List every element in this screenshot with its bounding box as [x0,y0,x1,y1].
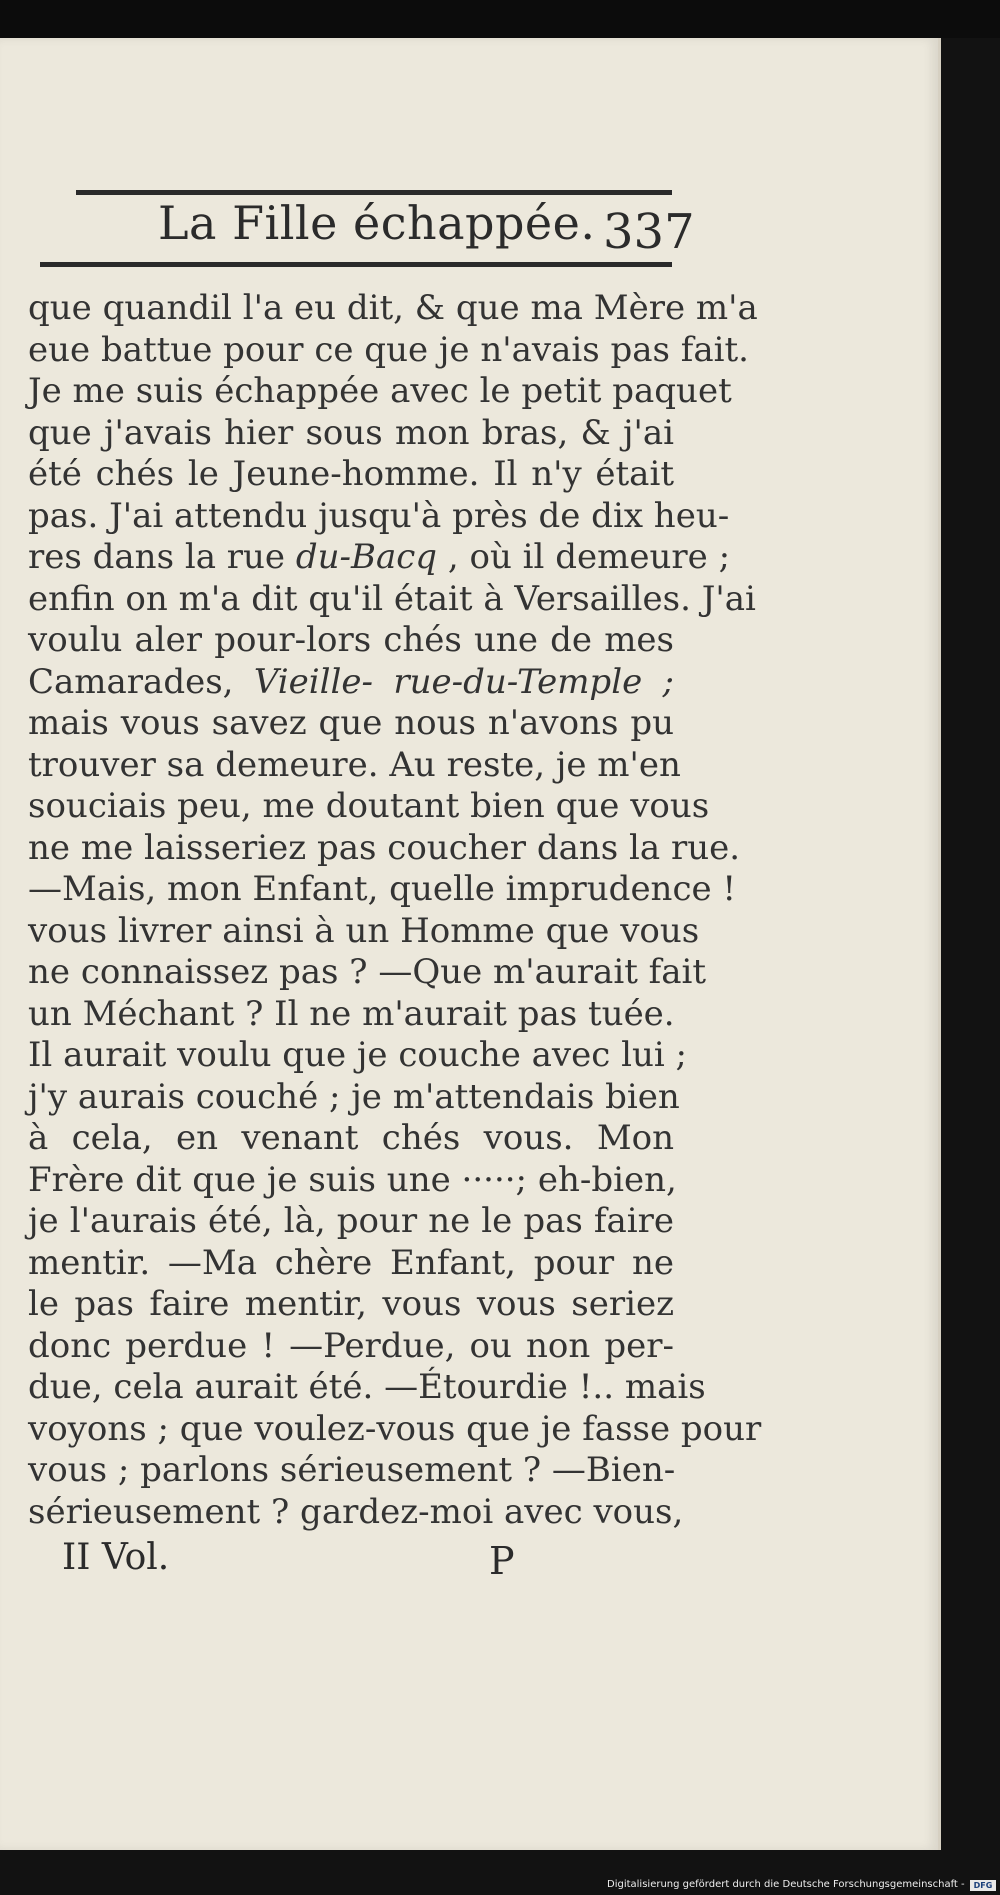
text-line: ne connaissez pas ? —Que m'aurait fait [28,952,707,992]
text-line: vous livrer ainsi à un Homme que vous [28,910,700,951]
text-fragment: , où il demeure ; [447,537,731,577]
text-line: été chés le Jeune-homme. Il n'y était [28,454,674,494]
text-line: due, cela aurait été. —Étourdie !.. mais [28,1367,706,1407]
scan-border [0,0,1000,38]
text-line: Il aurait voulu que je couche avec lui ; [28,1035,687,1075]
text-line: mentir. —Ma chère Enfant, pour ne [28,1242,674,1283]
text-fragment: Camarades, [28,661,234,702]
text-line: je l'aurais été, là, pour ne le pas faire [28,1201,674,1241]
text-line: j'y aurais couché ; je m'attendais bien [28,1076,680,1117]
signature-mark: P [489,1539,515,1583]
text-line: eue battue pour ce que je n'avais pas fait. [28,329,749,370]
text-line: vous ; parlons sérieusement ? —Bien- [28,1450,676,1490]
text-line: voyons ; que voulez-vous que je fasse pour [28,1408,762,1449]
text-line: —Mais, mon Enfant, quelle imprudence ! [28,869,737,909]
text-line: Je me suis échappée avec le petit paquet [28,371,732,411]
text-line: donc perdue ! —Perdue, ou non per- [28,1325,674,1366]
text-line: trouver sa demeure. Au reste, je m'en [28,744,681,785]
text-line [28,537,731,579]
text-line: Frère dit que je suis une ·····; eh-bien, [28,1159,677,1200]
text-line [28,662,674,704]
header-rule-bottom [40,262,672,267]
volume-mark: II Vol. [62,1537,170,1578]
text-line: à cela, en venant chés vous. Mon [28,1118,674,1158]
digitization-note: Digitalisierung gefördert durch die Deutsche Forschungsgemeinschaft - [607,1879,965,1890]
text-line: un Méchant ? Il ne m'aurait pas tuée. [28,993,675,1034]
street-name: Vieille- rue-du-Temple ; [253,661,674,702]
text-line: que quandil l'a eu dit, & que ma Mère m'a [28,288,758,328]
street-name: du-Bacq [295,537,438,577]
text-line: mais vous savez que nous n'avons pu [28,703,674,743]
text-line: voulu aler pour-lors chés une de mes [28,620,674,660]
text-line: que j'avais hier sous mon bras, & j'ai [28,412,674,453]
text-line: sérieusement ? gardez-moi avec vous, [28,1491,684,1532]
text-line: souciais peu, me doutant bien que vous [28,786,710,826]
text-fragment: res dans la rue [28,537,286,577]
text-line: pas. J'ai attendu jusqu'à près de dix heu- [28,495,730,536]
page-number: 337 [603,204,695,260]
header-rule-top [76,190,672,195]
body-text [28,288,762,1533]
text-line: ne me laisseriez pas coucher dans la rue. [28,827,741,868]
running-title: La Fille échappée. [158,196,596,250]
dfg-logo-icon: DFG [970,1880,996,1891]
text-line: enfin on m'a dit qu'il était à Versailles. J'ai [28,578,756,619]
text-line: le pas faire mentir, vous vous seriez [28,1284,674,1324]
